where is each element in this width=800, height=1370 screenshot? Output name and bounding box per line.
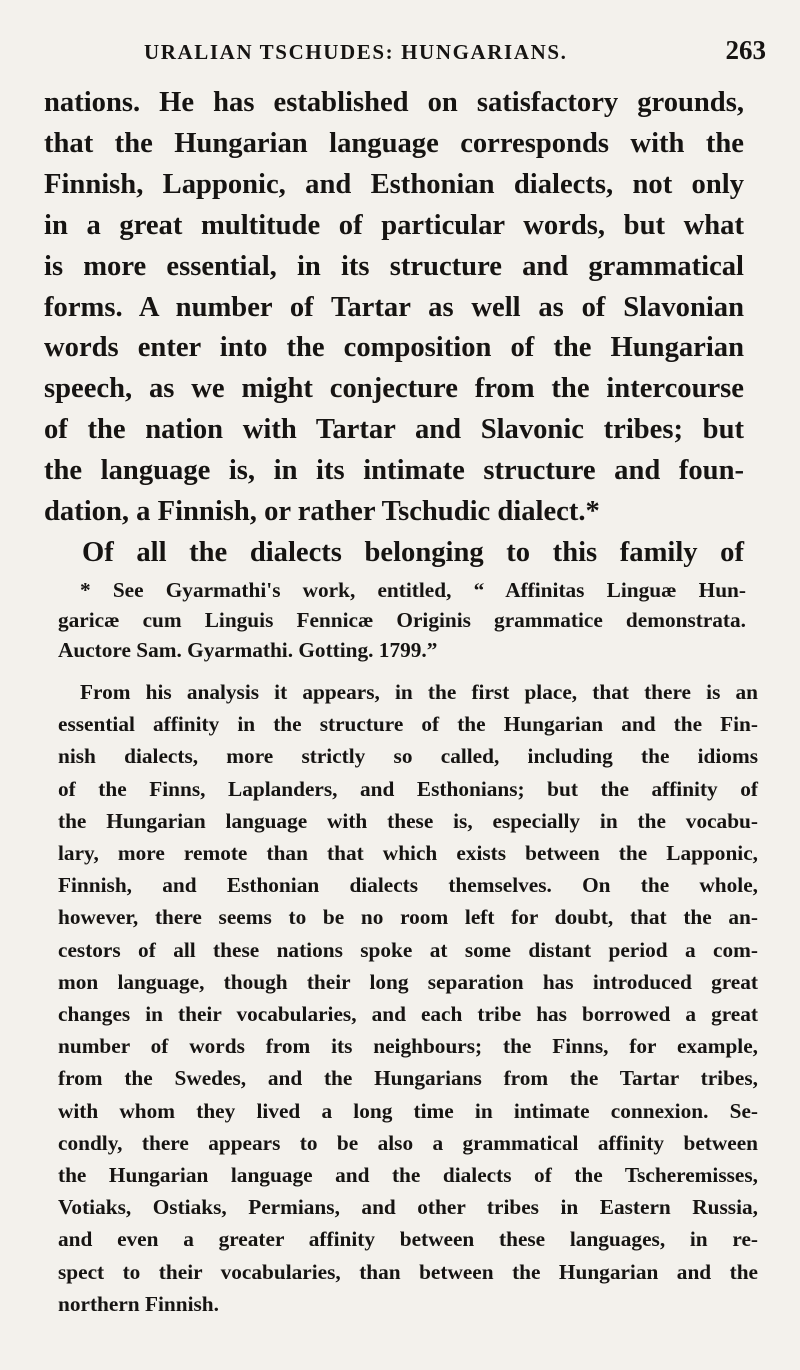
small-line: the Hungarian language and the dialects of the Tscheremisses, — [58, 1163, 758, 1188]
main-line: in a great multitude of particular words, but what — [44, 209, 744, 241]
footnote-line: Auctore Sam. Gyarmathi. Gotting. 1799.” — [58, 638, 438, 662]
small-line: condly, there appears to be also a grammatical affinity between — [58, 1130, 758, 1155]
main-line: of the nation with Tartar and Slavonic tribes; but — [44, 414, 744, 446]
main-line: speech, as we might conjecture from the intercourse — [44, 373, 744, 405]
page-number: 263 — [725, 35, 766, 65]
main-line: dation, a Finnish, or rather Tschudic dialect.* — [44, 496, 600, 528]
small-line: changes in their vocabularies, and each tribe has borrowed a great — [58, 1002, 758, 1027]
small-line: Finnish, and Esthonian dialects themselves. On the whole, — [58, 873, 758, 898]
small-line: cestors of all these nations spoke at some distant period a com- — [58, 937, 758, 962]
small-line: Votiaks, Ostiaks, Permians, and other tribes in Eastern Russia, — [58, 1195, 758, 1220]
small-line: spect to their vocabularies, than between the Hungarian and the — [58, 1259, 758, 1284]
small-line: northern Finnish. — [58, 1291, 219, 1316]
small-line: with whom they lived a long time in intimate connexion. Se- — [58, 1098, 758, 1123]
main-line: words enter into the composition of the Hungarian — [44, 332, 744, 364]
main-line: Finnish, Lapponic, and Esthonian dialects, not only — [44, 168, 744, 200]
main-line: the language is, in its intimate structure and foun- — [44, 455, 744, 487]
main-line: forms. A number of Tartar as well as of Slavonian — [44, 291, 744, 323]
main-line: Of all the dialects belonging to this family of — [82, 536, 744, 568]
small-line: and even a greater affinity between these languages, in re- — [58, 1227, 758, 1252]
small-line: essential affinity in the structure of the Hungarian and the Fin- — [58, 712, 758, 737]
main-line: nations. He has established on satisfactory grounds, — [44, 87, 744, 118]
footnote-line: * See Gyarmathi's work, entitled, “ Affinitas Linguæ Hun- — [80, 578, 746, 602]
small-line: From his analysis it appears, in the first place, that there is an — [80, 680, 758, 704]
small-line: the Hungarian language with these is, especially in the vocabu- — [58, 808, 758, 833]
main-line: is more essential, in its structure and grammatical — [44, 250, 744, 282]
page-header — [44, 32, 766, 72]
small-line: of the Finns, Laplanders, and Esthonians; but the affinity of — [58, 776, 758, 801]
small-line: lary, more remote than that which exists between the Lapponic, — [58, 841, 758, 866]
small-line: number of words from its neighbours; the Finns, for example, — [58, 1034, 758, 1059]
small-line: however, there seems to be no room left for doubt, that the an- — [58, 905, 758, 930]
main-line: that the Hungarian language corresponds with the — [44, 127, 744, 159]
small-line: from the Swedes, and the Hungarians from the Tartar tribes, — [58, 1066, 758, 1091]
small-line: mon language, though their long separation has introduced great — [58, 969, 758, 994]
main-text — [44, 83, 744, 574]
running-head: URALIAN TSCHUDES: HUNGARIANS. — [144, 40, 568, 64]
footnote-line: garicæ cum Linguis Fennicæ Originis grammatice demonstrata. — [58, 608, 746, 632]
small-line: nish dialects, more strictly so called, including the idioms — [58, 744, 758, 769]
small-print-paragraph — [58, 676, 758, 1320]
footnote — [58, 575, 746, 665]
